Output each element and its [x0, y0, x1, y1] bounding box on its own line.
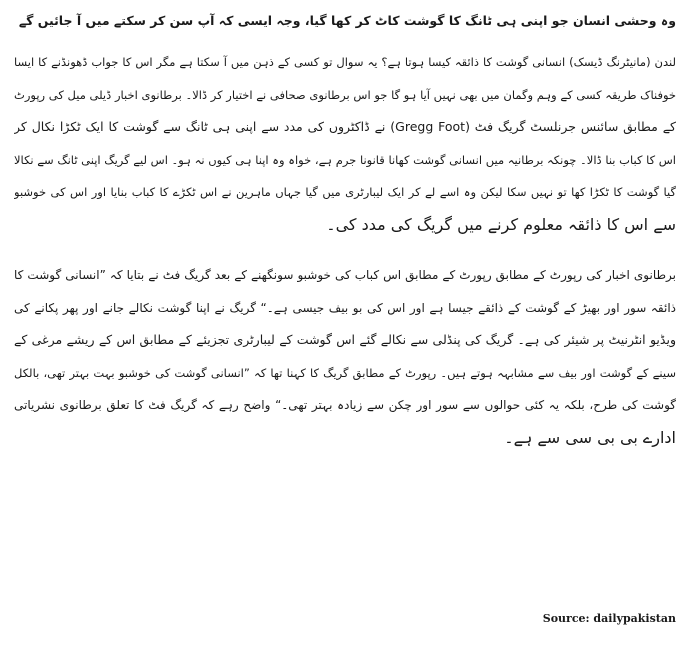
paragraph-line: کے مطابق سائنس جرنلسٹ گریگ فٹ (Gregg Foot) نے ڈاکٹروں کی مدد سے اپنی ہی ٹانگ سے گوشت کا ایک ٹکڑا نکال کر	[14, 119, 676, 134]
paragraph-line: خوفناک طریقہ کسی کے وہم وگمان میں بھی نہیں آیا ہو گا جو اس برطانوی صحافی نے اختیار کر ڈالا۔ برطانوی اخبار ڈیلی میل کی رپورٹ	[14, 87, 676, 102]
paragraph-line: ذائقہ سور اور بھیڑ کے گوشت کے ذائقے جیسا ہے اور اس کی بو بیف جیسی ہے۔“ گریگ نے اپنا گوشت نکالے جانے اور پھر پکانے کی	[14, 300, 676, 315]
paragraph-line: لندن (مانیٹرنگ ڈیسک) انسانی گوشت کا ذائقہ کیسا ہوتا ہے؟ یہ سوال تو کسی کے ذہن میں آ سکتا ہے مگر اس کا جواب ڈھونڈنے کا ایسا	[14, 55, 676, 69]
source-credit: Source: dailypakistan	[542, 612, 676, 625]
paragraph-line: ویڈیو انٹرنیٹ پر شیئر کی ہے۔ گریگ کی پنڈلی سے نکالے گئے اس گوشت کے لیبارٹری تجزیئے کے مطابق اس کے ریشے مرغی کے	[14, 332, 676, 347]
paragraph-line: اس کا کباب بنا ڈالا۔ چونکہ برطانیہ میں انسانی گوشت کھانا قانونا جرم ہے، خواہ وہ اپنا ہی کیوں نہ ہو۔ اس لیے گریگ اپنی ٹانگ سے نکالا	[14, 152, 676, 167]
paragraph-line: برطانوی اخبار کی رپورٹ کے مطابق رپورٹ کے مطابق اس کباب کی خوشبو سونگھنے کے بعد گریگ فٹ نے بتایا کہ ”انسانی گوشت کا	[14, 268, 676, 282]
paragraph-line: گیا گوشت کا ٹکڑا کھا تو نہیں سکا لیکن وہ اسے لے کر ایک لیبارٹری میں گیا جہاں ماہرین نے اس ٹکڑے کا کباب بنایا اور اس کی خوشبو	[14, 185, 676, 199]
paragraph-line: گوشت کی طرح، بلکہ یہ کئی حوالوں سے سور اور چکن سے زیادہ بہتر تھی۔“ واضح رہے کہ گریگ فٹ کا تعلق برطانوی نشریاتی	[14, 398, 676, 412]
article-title: وہ وحشی انسان جو اپنی ہی ٹانگ کا گوشت کاٹ کر کھا گیا، وجہ ایسی کہ آپ سن کر سکتے میں آ جائیں گے	[18, 13, 676, 28]
article-paragraph-1	[14, 46, 676, 241]
paragraph-line: سینے کے گوشت اور بیف سے مشابہہ ہوتے ہیں۔ رپورٹ کے مطابق گریگ کا کہنا تھا کہ ”انسانی گوشت کی خوشبو بہت بہتر تھی، بالکل	[14, 365, 676, 380]
article	[14, 6, 676, 454]
article-paragraph-2	[14, 259, 676, 454]
paragraph-line: ادارے بی بی سی سے ہے۔	[504, 427, 676, 447]
paragraph-line: سے اس کا ذائقہ معلوم کرنے میں گریگ کی مدد کی۔	[326, 214, 676, 234]
